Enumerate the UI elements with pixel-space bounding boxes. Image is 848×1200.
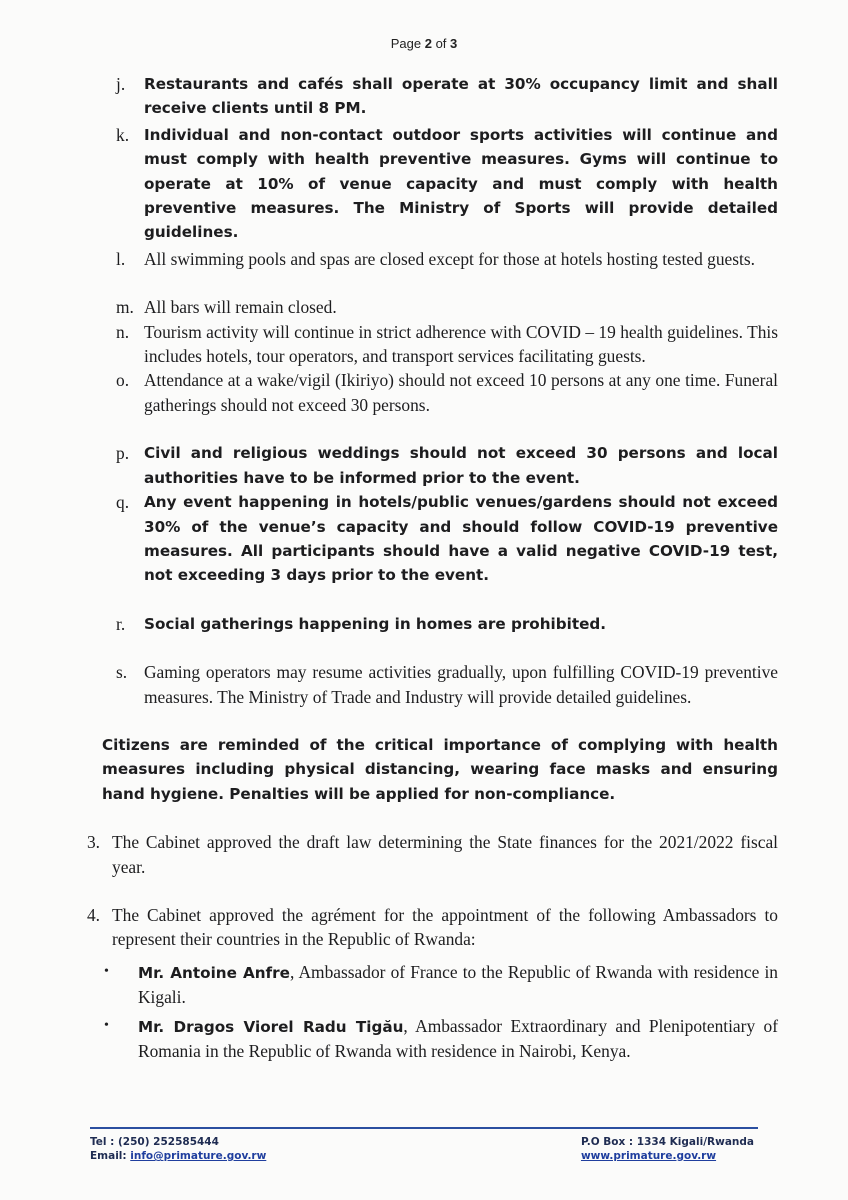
point-number: 3. — [86, 832, 100, 853]
compliance-reminder: Citizens are reminded of the critical importance of complying with health measures including physical distancing, wearing face masks and ensuring hand hygiene. Penalties will be applied for non-compliance. — [102, 735, 778, 803]
item-marker: s. — [116, 662, 128, 683]
point-text: The Cabinet approved the draft law determining the State finances for the 2021/2022 fiscal year. — [112, 832, 778, 877]
ambassador-name: Mr. Dragos Viorel Radu Tigău — [138, 1017, 404, 1036]
list-item-l — [96, 247, 778, 271]
item-marker: n. — [116, 321, 130, 342]
item-text: Social gatherings happening in homes are prohibited. — [144, 614, 607, 633]
footer-phone: Tel : (250) 252585444 — [90, 1136, 219, 1148]
list-item-o — [96, 368, 778, 417]
item-text: Civil and religious weddings should not exceed 30 persons and local authorities have to be informed prior to the event. — [144, 444, 778, 487]
bullet-icon: • — [104, 963, 109, 979]
item-text: Individual and non-contact outdoor sports activities will continue and must comply with health preventive measures. Gyms will continue to operate at 10% of venue capacity and must comply with health preventive measures. The Ministry of Sports will provide detailed guidelines. — [144, 125, 778, 242]
list-item-k — [96, 123, 778, 245]
ambassador-description: , Ambassador Extraordinary and Plenipotentiary of Romania in the Republic of Rwanda with residence in Nairobi, Kenya. — [138, 1015, 778, 1061]
ambassador-description: , Ambassador of France to the Republic of Rwanda with residence in Kigali. — [138, 961, 778, 1008]
ambassador-item — [100, 1014, 778, 1064]
item-marker: j. — [116, 74, 126, 94]
item-text: Tourism activity will continue in strict adherence with COVID – 19 health guidelines. This includes hotels, tour operators, and transport services facilitating guests. — [144, 321, 778, 367]
item-marker: m. — [116, 297, 134, 318]
item-marker: l. — [116, 248, 126, 269]
item-marker: k. — [116, 124, 130, 145]
footer-pobox: P.O Box : 1334 Kigali/Rwanda — [580, 1136, 754, 1148]
item-text: Attendance at a wake/vigil (Ikiriyo) should not exceed 10 persons at any one time. Funeral gatherings should not exceed 30 persons. — [144, 370, 778, 415]
list-item-n — [96, 320, 778, 369]
list-item-q — [96, 490, 778, 588]
item-text: All swimming pools and spas are closed except for those at hotels hosting tested guests. — [144, 248, 755, 269]
list-item-s — [96, 660, 778, 709]
ambassador-list — [100, 960, 778, 1064]
list-item-j — [96, 72, 778, 121]
footer-email-link[interactable]: info@primature.gov.rw — [130, 1150, 267, 1162]
point-number: 4. — [86, 904, 100, 925]
footer-address — [581, 1135, 758, 1163]
footer-contact — [90, 1135, 266, 1163]
item-marker: p. — [116, 443, 130, 464]
letterhead-footer — [90, 1127, 758, 1163]
list-item-r — [96, 612, 778, 636]
page-number: Page 2 of 3 — [390, 36, 458, 51]
list-item-p — [96, 441, 778, 490]
item-marker: o. — [116, 370, 130, 391]
document-body — [86, 72, 778, 1067]
point-text: The Cabinet approved the agrément for the appointment of the following Ambassadors to represent their countries in the Republic of Rwanda: — [112, 904, 778, 950]
cabinet-point-3 — [70, 830, 778, 879]
footer-email-line — [90, 1149, 266, 1163]
item-text: Restaurants and cafés shall operate at 30% occupancy limit and shall receive clients until 8 PM. — [144, 75, 778, 118]
ambassador-item — [100, 960, 778, 1010]
item-marker: r. — [116, 613, 126, 634]
item-marker: q. — [116, 492, 130, 513]
footer-email-label: Email: — [90, 1150, 131, 1162]
item-text: Any event happening in hotels/public venues/gardens should not exceed 30% of the venue’s capacity and should follow COVID-19 preventive measures. All participants should have a valid negative COVID-19 test, not exceeding 3 days prior to the event. — [144, 493, 778, 585]
item-text: Gaming operators may resume activities gradually, upon fulfilling COVID-19 preventive measures. The Ministry of Trade and Industry will provide detailed guidelines. — [144, 662, 778, 707]
bullet-icon: • — [104, 1017, 109, 1033]
cabinet-point-4 — [70, 903, 778, 952]
item-text: All bars will remain closed. — [144, 297, 337, 318]
ambassador-name: Mr. Antoine Anfre — [138, 963, 290, 982]
footer-website-link[interactable]: www.primature.gov.rw — [580, 1150, 717, 1162]
list-item-m — [96, 295, 778, 319]
